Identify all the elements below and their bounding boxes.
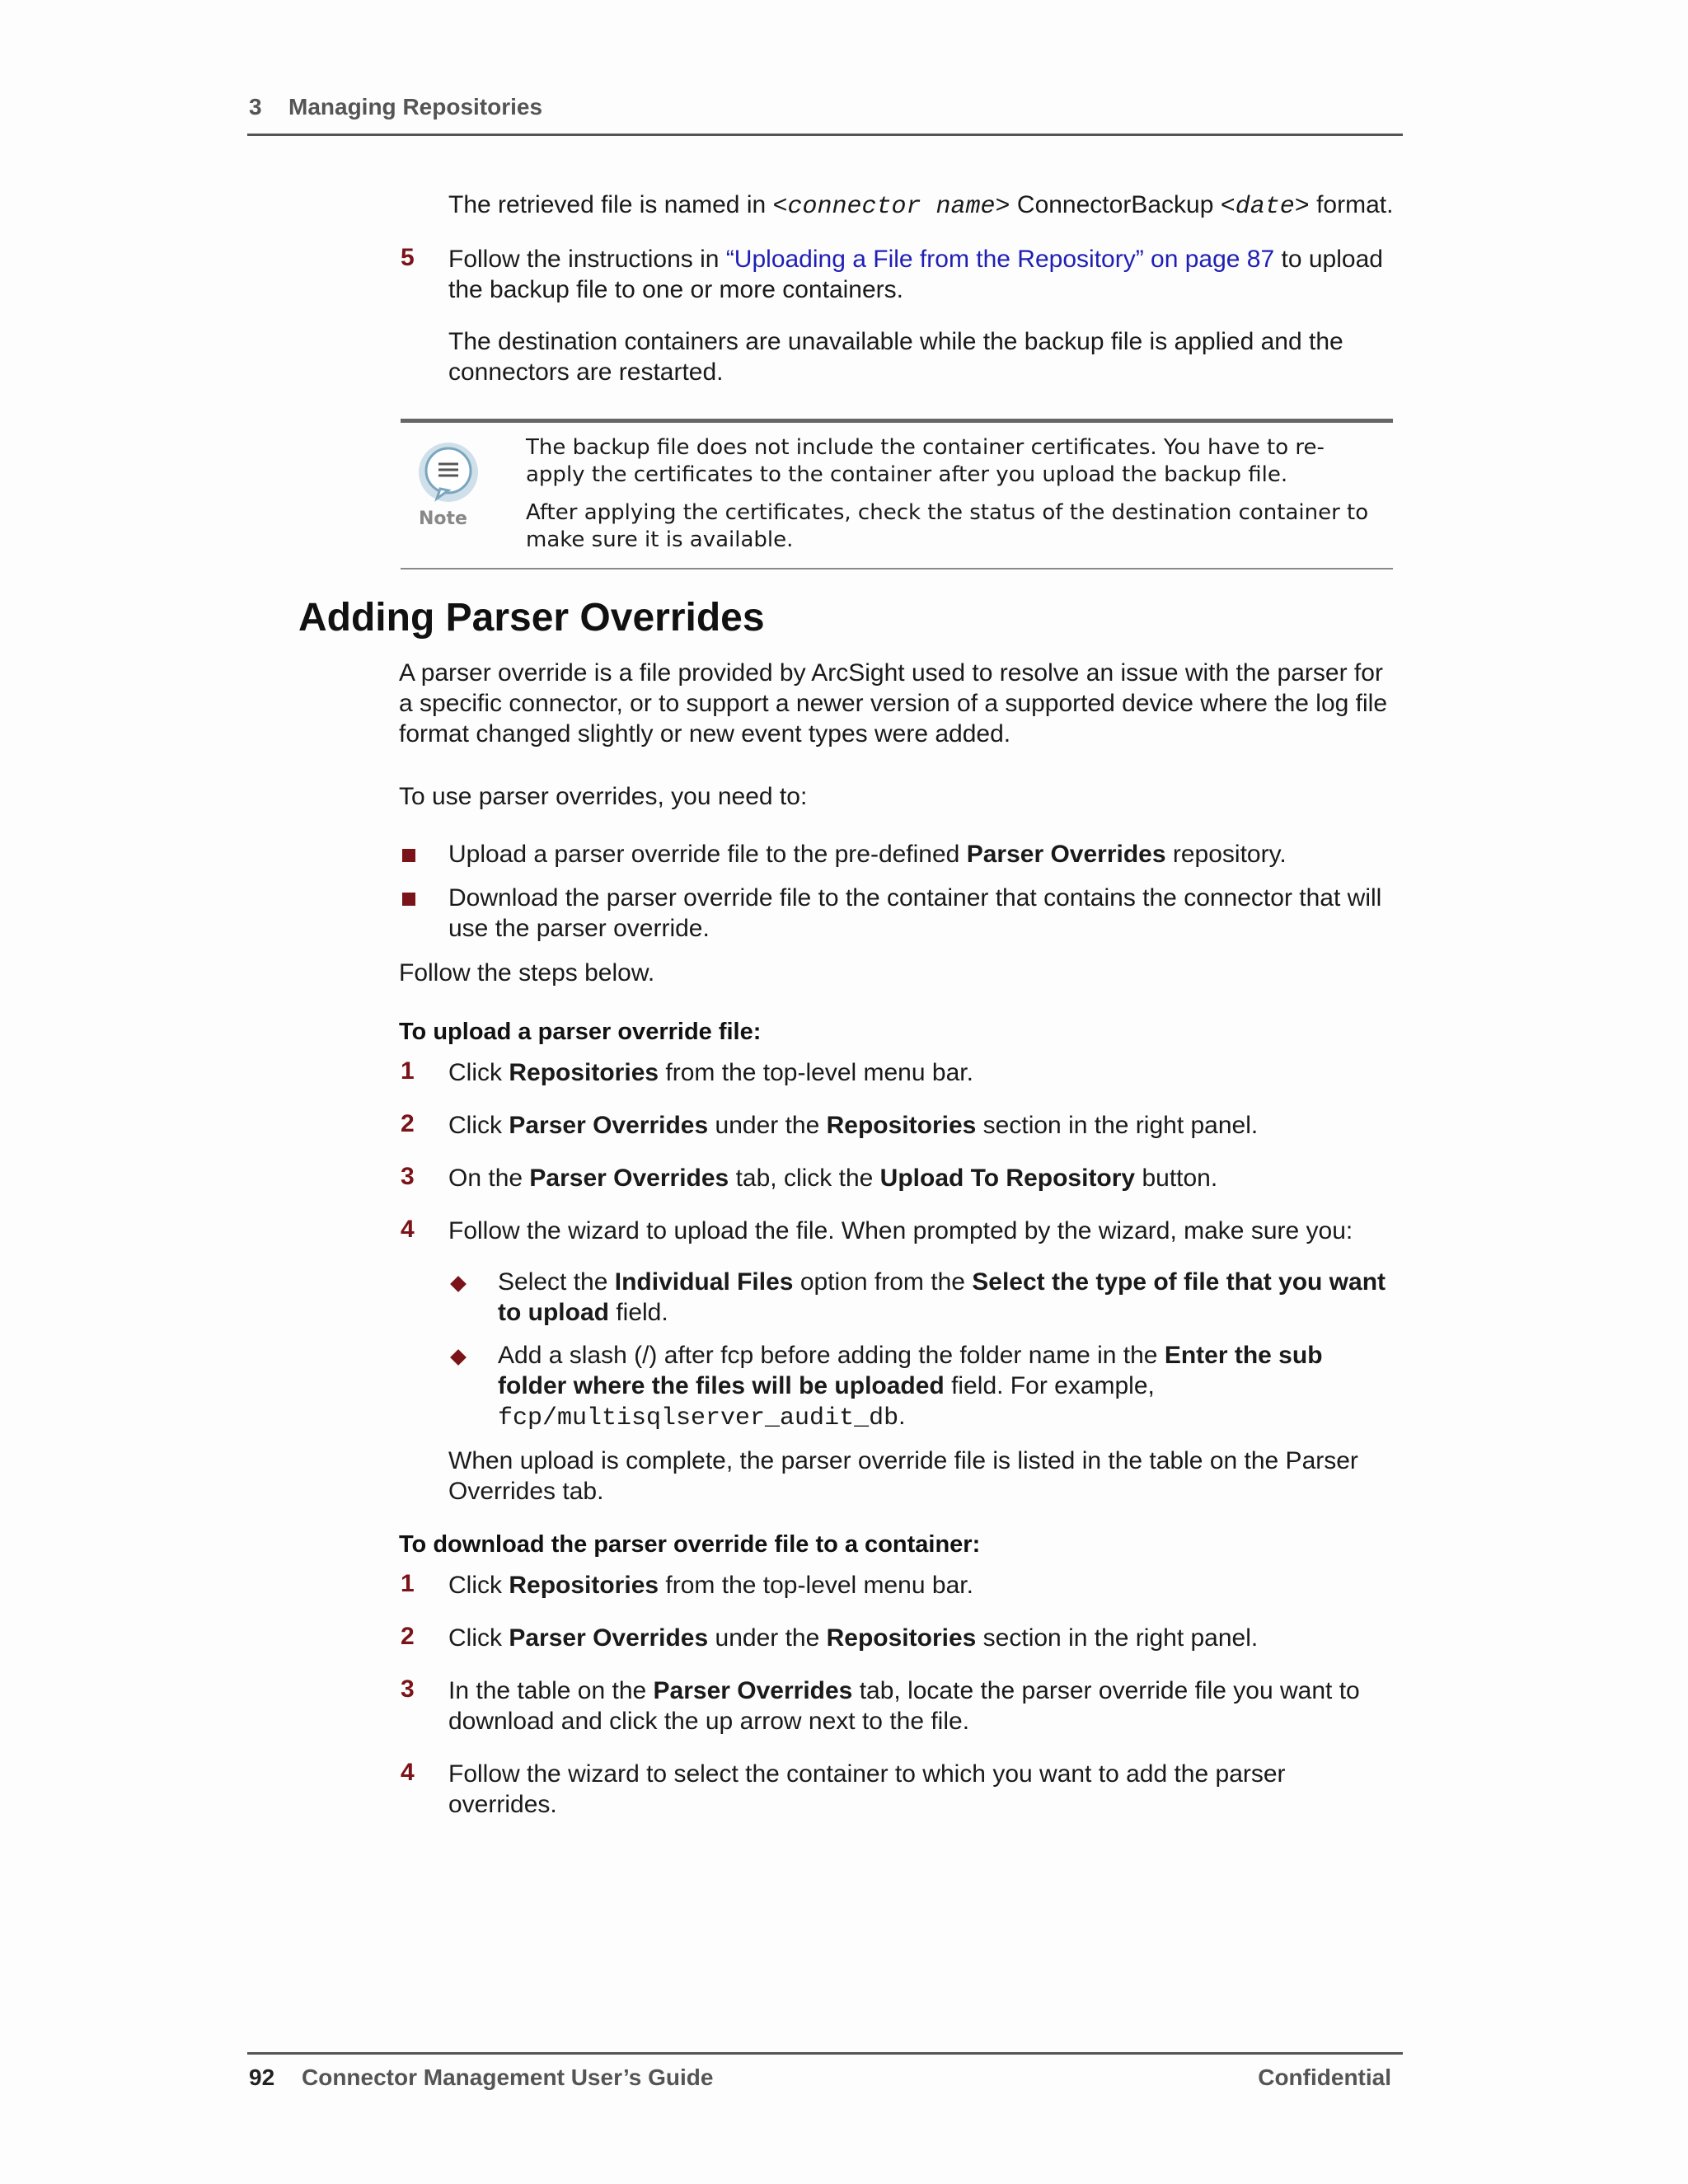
bullet-square [402,849,415,862]
code-connector-name: <connector name> [772,193,1010,221]
repositories-bold: Repositories [509,1059,659,1086]
text: field. [608,1299,668,1326]
text: option from the [793,1268,973,1296]
repositories-bold: Repositories [826,1624,977,1652]
bullet-square [402,893,415,906]
text: On the [448,1165,530,1192]
bullet-upload [448,839,1396,869]
step-number: 3 [401,1675,415,1703]
step-number: 2 [401,1110,415,1137]
upload-step-2 [448,1110,1396,1141]
text: In the table on the [448,1677,654,1704]
text: Upload a parser override file to the pre-defined [448,841,967,868]
text: Select the [498,1268,615,1296]
text: Click [448,1112,509,1139]
text: The retrieved file is named in [448,191,773,218]
bullet-download: Download the parser override file to the container that contains the connector that will use the parser override. [448,884,1382,942]
download-step-4: Follow the wizard to select the container to which you want to add the parser overrides. [448,1760,1286,1818]
upload-substep-slash [498,1340,1396,1434]
note-line-1: The backup file does not include the container certificates. You have to re-apply the certificates to the container after you upload the backup file. [526,435,1325,487]
parser-overrides-bold: Parser Overrides [509,1112,709,1139]
parser-overrides-bold: Parser Overrides [509,1624,709,1652]
step-number: 1 [401,1570,415,1597]
note-label: Note [419,509,467,529]
upload-step-1 [448,1057,1396,1088]
note-line-2: After applying the certificates, check the status of the destination container to make sure it is available. [526,500,1369,552]
upload-procedure-heading: To upload a parser override file: [399,1019,762,1045]
confidential-label: Confidential [1258,2064,1391,2090]
bullet-diamond [450,1349,467,1366]
note-box [401,419,1393,569]
upload-step-3 [448,1163,1396,1193]
individual-files-bold: Individual Files [614,1268,794,1296]
text: under the [708,1624,827,1652]
text: Click [448,1572,509,1599]
text: field. For example, [944,1372,1155,1399]
text: repository. [1165,841,1287,868]
text: from the top-level menu bar. [659,1572,973,1599]
chapter-number: 3 [249,94,262,120]
page-number: 92 [249,2064,275,2090]
page-footer [247,2052,1403,2104]
text: format. [1309,191,1394,218]
section-intro-paragraph: A parser override is a file provided by ArcSight used to resolve an issue with the parser for a specific connector, or to support a newer version of a supported device where the log file format changed slightly or new event types were added. [399,659,1388,748]
step-number: 1 [401,1057,415,1085]
download-step-3 [448,1675,1396,1736]
step-number: 4 [401,1216,415,1243]
text: button. [1135,1165,1218,1192]
uploading-file-link[interactable]: “Uploading a File from the Repository” on page 87 [725,246,1275,273]
repositories-bold: Repositories [509,1572,659,1599]
text: from the top-level menu bar. [659,1059,973,1086]
text: under the [708,1112,827,1139]
text: Click [448,1624,509,1652]
code-example-path: fcp/multisqlserver_audit_db [498,1404,899,1432]
chapter-title: Managing Repositories [288,94,543,120]
bullet-diamond [450,1276,467,1292]
section-title: Adding Parser Overrides [298,596,765,640]
upload-substep-individual-files [498,1267,1396,1328]
download-step-2 [448,1623,1396,1653]
repositories-bold: Repositories [826,1112,977,1139]
select-type-field-bold: Select the type of file that you want to upload [498,1268,1386,1326]
step-number: 4 [401,1759,415,1786]
text: tab, click the [729,1165,880,1192]
text: to upload the backup file to one or more containers. [448,246,1383,303]
text: Follow the instructions in [448,246,726,273]
upload-to-repository-bold: Upload To Repository [879,1165,1136,1192]
text: section in the right panel. [976,1112,1259,1139]
parser-overrides-bold: Parser Overrides [653,1677,853,1704]
destination-containers-paragraph: The destination containers are unavailable while the backup file is applied and the connectors are restarted. [448,328,1343,386]
text: tab, locate the parser override file you want to download and click the up arrow next to the file. [448,1677,1360,1735]
text: . [898,1403,906,1430]
follow-steps-paragraph: Follow the steps below. [399,959,655,987]
need-to-paragraph: To use parser overrides, you need to: [399,783,808,810]
page-header [247,92,1403,136]
download-step-1 [448,1570,1396,1601]
text: Add a slash (/) after fcp before adding the folder name in the [498,1342,1165,1369]
step-5-text [448,244,1396,305]
upload-step-4: Follow the wizard to upload the file. When prompted by the wizard, make sure you: [448,1217,1353,1244]
retrieved-file-paragraph [448,190,1396,223]
note-icon [415,441,481,532]
code-date: <date> [1220,193,1310,221]
upload-complete-paragraph: When upload is complete, the parser override file is listed in the table on the Parser Overrides tab. [448,1447,1358,1505]
parser-overrides-bold: Parser Overrides [966,841,1166,868]
text: section in the right panel. [976,1624,1259,1652]
step-number: 3 [401,1163,415,1190]
download-procedure-heading: To download the parser override file to a container: [399,1531,981,1558]
parser-overrides-bold: Parser Overrides [529,1165,729,1192]
text: Click [448,1059,509,1086]
document-title: Connector Management User’s Guide [302,2064,714,2090]
step-number: 2 [401,1623,415,1650]
step-number: 5 [401,244,415,271]
text: ConnectorBackup [1010,191,1221,218]
note-text [526,434,1383,554]
sub-folder-field-bold: Enter the sub folder where the files will be uploaded [498,1342,1323,1399]
